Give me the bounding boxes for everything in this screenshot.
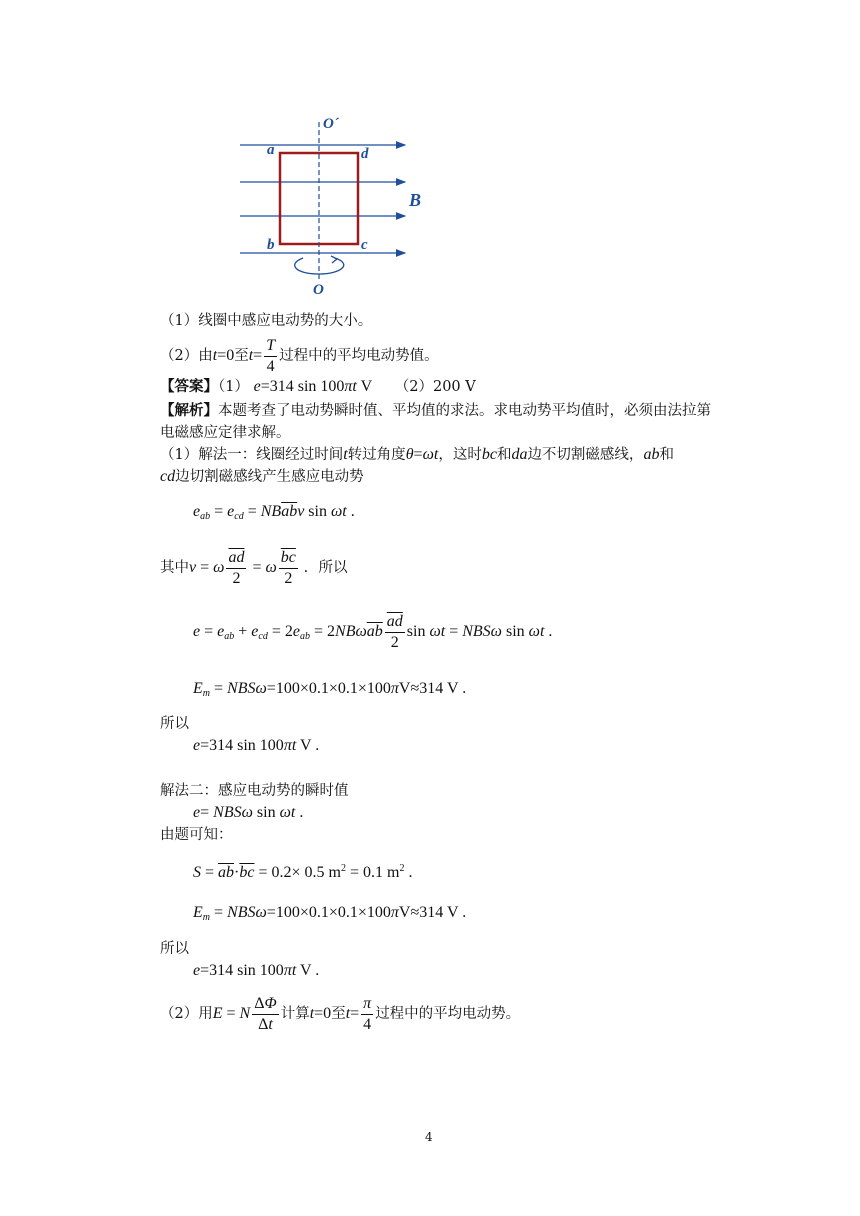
answer-line: 【答案】（1） e=314 sin 100πt V （2）200 V xyxy=(160,378,476,395)
from-question: 由题可知： xyxy=(160,827,233,843)
solution-2-title: 解法二：感应电动势的瞬时值 xyxy=(160,783,349,799)
question-1: （1）线圈中感应电动势的大小。 xyxy=(160,313,373,329)
analysis-line-2: 电磁感应定律求解。 xyxy=(160,425,291,441)
label-o-top: O´ xyxy=(323,116,339,132)
coil-in-field-figure xyxy=(235,110,435,300)
analysis-line-1: 【解析】本题考查了电动势瞬时值、平均值的求法。求电动势平均值时，必须由法拉第 xyxy=(160,402,711,419)
suoyi-1: 所以 xyxy=(160,716,189,732)
eq-e-sum: $e = e_{ab} + e_{cd} = 2e_{ab} = 2NB\omega\overline{ab}$ $\frac{\overline{ad}}{2}$ sin ωt = NBSω sin ωt . xyxy=(193,613,553,651)
field-lines xyxy=(240,145,405,253)
label-b-field: B xyxy=(409,190,422,210)
eq-e-inst: e= NBSω sin ωt . xyxy=(193,804,304,821)
solution-1-line-1: （1）解法一：线圈经过时间t转过角度θ=ωt，这时bc和da边不切割磁感线，ab和 xyxy=(160,446,674,463)
label-c: c xyxy=(361,237,368,253)
eq-em-2: $E_m = NBS\omega=100\times 0.1\times 0.1\times 100\pi V\approx 314$ V . xyxy=(193,904,467,923)
eq-area: $S = \overline{ab}\cdot\overline{bc} = 0.2\times 0.5$ $m^2 = 0.1$ $m^2$ . xyxy=(193,863,413,881)
question-2: （2）由t=0至t= $\frac{T}{4}$ 过程中的平均电动势值。 xyxy=(160,337,439,375)
eq-e-result-2: e=314 sin 100πt V . xyxy=(193,962,320,979)
part-2-line: （2）用E = N $\frac{\Delta\Phi}{\Delta t}$ 计算t=0至t= $\frac{\pi}{4}$ 过程中的平均电动势。 xyxy=(160,995,521,1033)
label-b: b xyxy=(267,237,275,253)
eq-eab: $e_{ab} = e_{cd} = NB\overline{ab}v$ sin ωt . xyxy=(193,503,355,522)
solution-1-line-2: cd边切割磁感线产生感应电动势 xyxy=(160,468,364,485)
page-number: 4 xyxy=(425,1130,433,1144)
suoyi-2: 所以 xyxy=(160,941,189,957)
label-a: a xyxy=(267,142,275,158)
eq-v: 其中v = ω $\frac{\overline{ad}}{2}$ = ω $\frac{\overline{bc}}{2}$ . 所以 xyxy=(160,549,348,587)
eq-e-result-1: e=314 sin 100πt V . xyxy=(193,737,320,754)
eq-em-1: $E_m = NBS\omega=100\times 0.1\times 0.1\times 100\pi V\approx 314$ V . xyxy=(193,680,467,699)
label-d: d xyxy=(361,146,369,162)
label-o-bottom: O xyxy=(313,282,324,298)
